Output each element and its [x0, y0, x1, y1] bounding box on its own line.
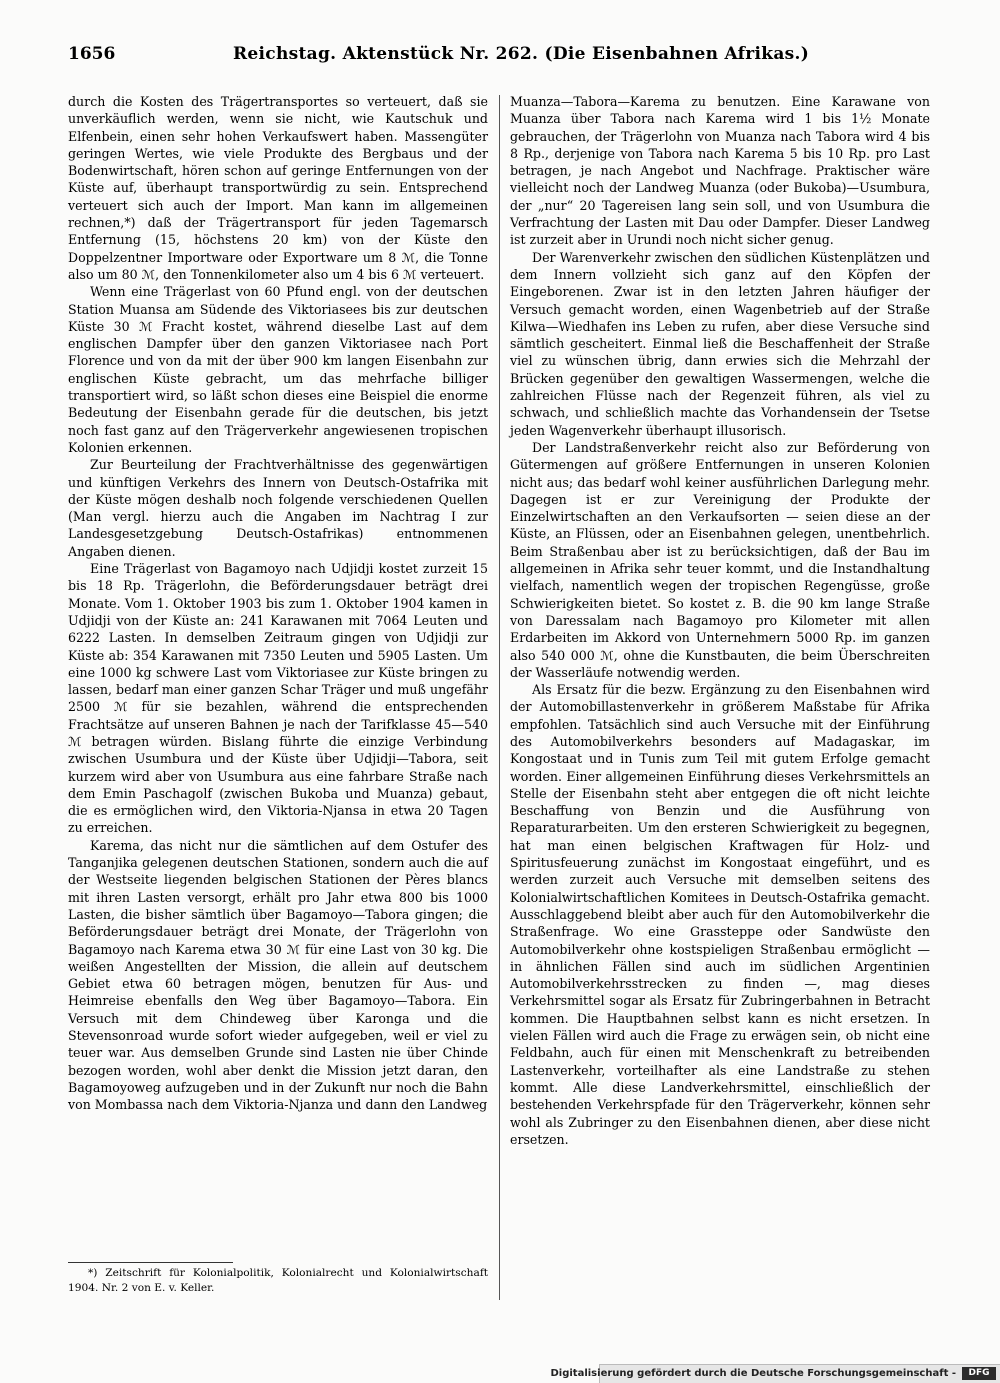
running-title: Reichstag. Aktenstück Nr. 262. (Die Eisenbahnen Afrikas.): [233, 44, 810, 64]
page-number: 1656: [68, 44, 116, 64]
funding-credit: Digitalisierung gefördert durch die Deutsche Forschungsgemeinschaft -: [550, 1368, 956, 1379]
column-divider: [499, 95, 500, 1300]
page-header: [68, 44, 932, 74]
paragraph: Muanza—Tabora—Karema zu benutzen. Eine Karawane von Muanza über Tabora nach Karema wird 1 bis 1½ Monate gebrauchen, der Trägerlohn von Muanza nach Tabora wird 4 bis 8 Rp., derjenige von Tabora nach Karema 5 bis 10 Rp. pro Last betragen, je nach Angebot und Nachfrage. Praktischer wäre vielleicht noch der Landweg Muanza (oder Bukoba)—Usumbura, der „nur“ 20 Tagereisen lang sein soll, und von Usumbura die Verfrachtung der Lasten mit Dau oder Dampfer. Dieser Landweg ist zurzeit aber in Urundi noch nicht sicher genug.: [510, 94, 930, 248]
paragraph: Der Warenverkehr zwischen den südlichen Küstenplätzen und dem Innern vollzieht sich ganz auf den Köpfen der Eingeborenen. Zwar ist in den letzten Jahren häufiger der Versuch gemacht worden, einen Wagenbetrieb auf der Straße Kilwa—Wiedhafen ins Leben zu rufen, aber diese Versuche sind sämtlich gescheitert. Einmal ließ die Beschaffenheit der Straße viel zu wünschen übrig, dann erwies sich die Mehrzahl der Brücken gegenüber den gewaltigen Wassermengen, welche die zahlreichen Flüsse nach der Regenzeit führen, als viel zu schwach, und schließlich machte das Vorhandensein der Tsetse jeden Wagenverkehr überhaupt illusorisch.: [510, 249, 930, 438]
paragraph: Eine Trägerlast von Bagamoyo nach Udjidji kostet zurzeit 15 bis 18 Rp. Trägerlohn, die Beförderungsdauer beträgt drei Monate. Vom 1. Oktober 1903 bis zum 1. Oktober 1904 kamen in Udjidji von der Küste an: 241 Karawanen mit 7064 Leuten und 6222 Lasten. In demselben Zeitraum gingen von Udjidji zur Küste ab: 354 Karawanen mit 7350 Leuten und 5905 Lasten. Um eine 1000 kg schwere Last vom Viktoriasee zur Küste bringen zu lassen, bedarf man einer ganzen Schar Träger und muß ungefähr 2500 ℳ für sie bezahlen, während die entsprechenden Frachtsätze auf unseren Bahnen je nach der Tarifklasse 45—540 ℳ betragen würden. Bislang führte die einzige Verbindung zwischen Usumbura und der Küste über Udjidji—Tabora, seit kurzem wird aber von Usumbura aus eine fahrbare Straße nach dem Emin Paschagolf (zwischen Bukoba und Muanza) gebaut, die es ermöglichen wird, den Viktoria-Njansa in etwa 20 Tagen zu erreichen.: [68, 561, 488, 836]
left-column: [68, 93, 488, 1114]
paragraph: durch die Kosten des Trägertransportes so verteuert, daß sie unverkäuflich werden, wenn sie nicht, wie Kautschuk und Elfenbein, einen sehr hohen Verkaufswert haben. Massengüter geringen Wertes, wie viele Produkte des Bergbaus und der Bodenwirtschaft, hören schon auf geringe Entfernungen von der Küste auf, überhaupt transportwürdig zu sein. Entsprechend verteuert sich auch der Import. Man kann im allgemeinen rechnen,*) daß der Trägertransport für jeden Tagemarsch Entfernung (15, höchstens 20 km) von der Küste den Doppelzentner Importware oder Exportware um 8 ℳ, die Tonne also um 80 ℳ, den Tonnenkilometer also um 4 bis 6 ℳ verteuert.: [68, 94, 488, 282]
paragraph: Wenn eine Trägerlast von 60 Pfund engl. von der deutschen Station Muansa am Südende des Viktoriasees bis zur deutschen Küste 30 ℳ Fracht kostet, während dieselbe Last auf dem englischen Dampfer über den ganzen Viktoriasee nach Port Florence und von da mit der über 900 km langen Eisenbahn zur englischen Küste gebracht, um das mehrfache billiger transportiert wird, so läßt schon dieses eine Beispiel die enorme Bedeutung der Eisenbahn gerade für die deutschen, bis jetzt noch fast ganz auf den Trägerverkehr angewiesenen tropischen Kolonien erkennen.: [68, 284, 488, 455]
paragraph: Der Landstraßenverkehr reicht also zur Beförderung von Gütermengen auf größere Entfernungen in unseren Kolonien nicht aus; das bedarf wohl keiner ausführlichen Darlegung mehr. Dagegen ist er zur Vereinigung der Produkte der Einzelwirtschaften an den Verkaufsorten — seien diese an der Küste, an Flüssen, oder an Eisenbahnen gelegen, unentbehrlich. Beim Straßenbau aber ist zu berücksichtigen, daß der Bau im allgemeinen in Afrika sehr teuer kommt, und die Instandhaltung vielfach, namentlich wegen der tropischen Regengüsse, große Schwierigkeiten bietet. So kostet z. B. die 90 km lange Straße von Daressalam nach Bagamoyo pro Kilometer mit allen Erdarbeiten im Akkord von Unternehmern 5000 Rp. im ganzen also 540 000 ℳ, ohne die Kunstbauten, die beim Überschreiten der Wasserläufe notwendig werden.: [510, 439, 930, 680]
digitization-footer: [550, 1364, 1000, 1383]
right-column: [510, 93, 930, 1148]
paragraph: Als Ersatz für die bezw. Ergänzung zu den Eisenbahnen wird der Automobillastenverkehr in größerem Maßstabe für Afrika empfohlen. Tatsächlich sind auch Versuche mit der Einführung des Automobilverkehrs besonders auf Madagaskar, im Kongostaat und in Tunis zum Teil mit gutem Erfolge gemacht worden. Einer allgemeinen Einführung dieses Verkehrsmittels an Stelle der Eisenbahn steht aber entgegen die oft nicht leichte Beschaffung von Benzin und die Ausführung von Reparaturarbeiten. Um den ersteren Schwierigkeit zu begegnen, hat man einen belgischen Kraftwagen für Holz- und Spiritusfeuerung zunächst im Kongostaat eingeführt, und es werden zurzeit auch Versuche mit demselben seitens des Kolonialwirtschaftlichen Komitees in Deutsch-Ostafrika gemacht. Ausschlaggebend bleibt aber auch für den Automobilverkehr die Straßenfrage. Wo eine Grassteppe oder Sandwüste den Automobilverkehr ohne kostspieligen Straßenbau ermöglicht — in ähnlichen Fällen sind auch im südlichen Argentinien Automobilverkehrsstrecken zu finden —, mag dieses Verkehrsmittel sogar als Ersatz für Zubringerbahnen in Betracht kommen. Die Hauptbahnen selbst kann es nicht ersetzen. In vielen Fällen wird auch die Frage zu erwägen sein, ob nicht eine Feldbahn, auch für einen mit Menschenkraft zu betreibenden Lastenverkehr, vorteilhafter als eine Landstraße zu stehen kommt. Alle diese Landverkehrsmittel, einschließlich der bestehenden Verkehrspfade für den Trägerverkehr, können sehr wohl als Zubringer zu den Eisenbahnen dienen, aber diese nicht ersetzen.: [510, 682, 930, 1147]
paragraph: Zur Beurteilung der Frachtverhältnisse des gegenwärtigen und künftigen Verkehrs des Innern von Deutsch-Ostafrika mit der Küste mögen deshalb noch folgende verschiedenen Quellen (Man vergl. hierzu auch die Angaben im Nachtrag I zur Landesgesetzgebung Deutsch-Ostafrikas) entnommenen Angaben dienen.: [68, 457, 488, 559]
dfg-logo-icon[interactable]: DFG: [962, 1367, 996, 1380]
footnote: [68, 1266, 488, 1296]
footnote-text: *) Zeitschrift für Kolonialpolitik, Kolonialrecht und Kolonialwirtschaft 1904. Nr. 2 von E. v. Keller.: [68, 1267, 488, 1294]
paragraph: Karema, das nicht nur die sämtlichen auf dem Ostufer des Tanganjika gelegenen deutschen Stationen, sondern auch die auf der Westseite liegenden belgischen Stationen der Pères blancs mit ihren Lasten versorgt, erhält pro Jahr etwa 800 bis 1000 Lasten, die bisher sämtlich über Bagamoyo—Tabora gingen; die Beförderungsdauer beträgt drei Monate, der Trägerlohn von Bagamoyo nach Karema etwa 30 ℳ für eine Last von 30 kg. Die weißen Angestellten der Mission, die allein auf deutschem Gebiet etwa 60 betragen mögen, benutzen für Aus- und Heimreise ebenfalls den Weg über Bagamoyo—Tabora. Ein Versuch mit dem Chindeweg über Karonga und die Stevensonroad wurde sofort wieder aufgegeben, weil er viel zu teuer war. Aus demselben Grunde sind Lasten nie über Chinde bezogen worden, wohl aber denkt die Mission jetzt daran, den Bagamoyoweg aufzugeben und in der Zukunft nur noch die Bahn von Mombassa nach dem Viktoria-Njanza und dann den Landweg: [68, 837, 488, 1113]
footnote-rule: [68, 1262, 233, 1263]
